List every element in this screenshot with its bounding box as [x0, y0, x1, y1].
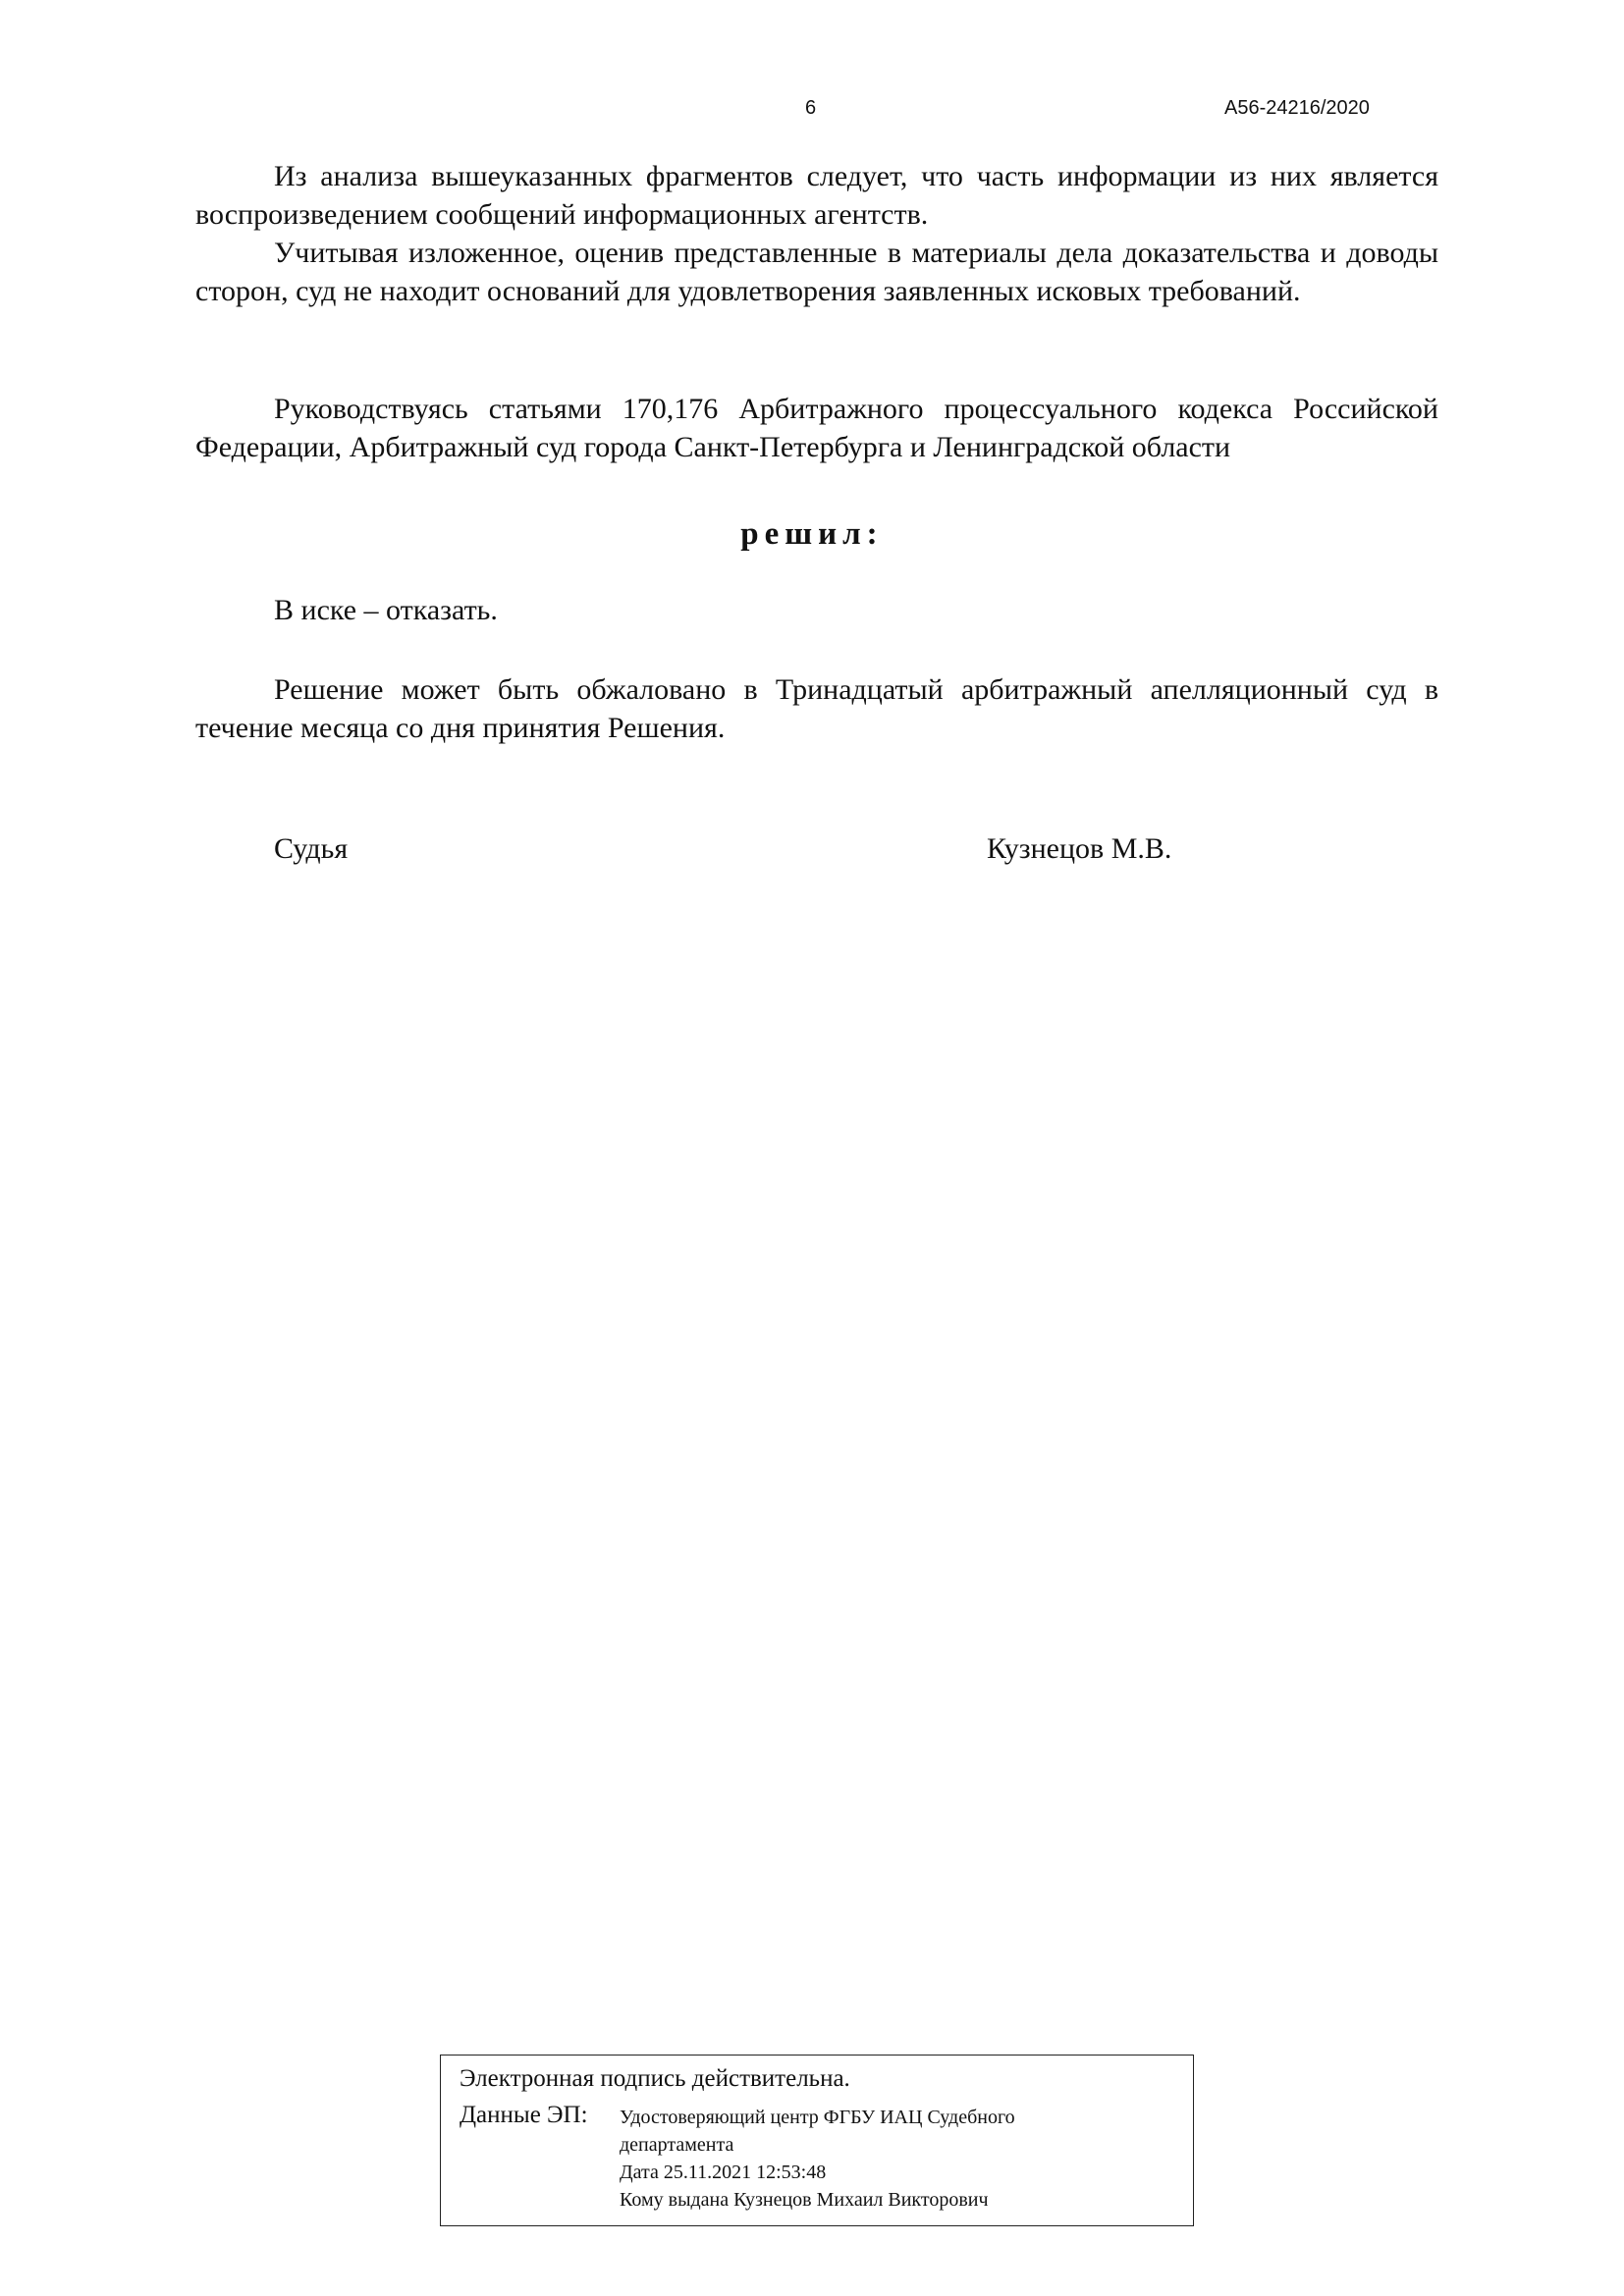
paragraph-legal-basis: Руководствуясь статьями 170,176 Арбитражного процессуального кодекса Российской Федерации, Арбитражный суд города Санкт-Петербурга и Ленинградской области — [195, 393, 1438, 463]
judge-name: Кузнецов М.В. — [987, 832, 1172, 865]
signature-issued-to: Кому выдана Кузнецов Михаил Викторович — [620, 2189, 989, 2211]
case-number: А56-24216/2020 — [1224, 97, 1370, 119]
electronic-signature-box — [440, 2055, 1194, 2226]
paragraph-appeal: Решение может быть обжаловано в Тринадцатый арбитражный апелляционный суд в течение месяца со дня принятия Решения. — [195, 673, 1438, 744]
page-number: 6 — [805, 97, 817, 119]
signature-details — [620, 2104, 1081, 2214]
signature-issuer: Удостоверяющий центр ФГБУ ИАЦ Судебного — [620, 2107, 1015, 2128]
signature-date: Дата 25.11.2021 12:53:48 — [620, 2162, 827, 2183]
decision-heading: решил: — [740, 516, 884, 552]
signature-issuer-cont: департамента — [620, 2134, 734, 2156]
paragraph-analysis: Из анализа вышеуказанных фрагментов следует, что часть информации из них является воспроизведением сообщений информационных агентств. — [195, 160, 1438, 231]
paragraph-evaluation: Учитывая изложенное, оценив представленные в материалы дела доказательства и доводы сторон, суд не находит оснований для удовлетворения заявленных исковых требований. — [195, 237, 1438, 307]
judge-role: Судья — [274, 832, 349, 865]
paragraph-ruling: В иске – отказать. — [274, 594, 498, 626]
signature-data-label: Данные ЭП: — [460, 2102, 588, 2128]
signature-validity: Электронная подпись действительна. — [460, 2065, 850, 2092]
